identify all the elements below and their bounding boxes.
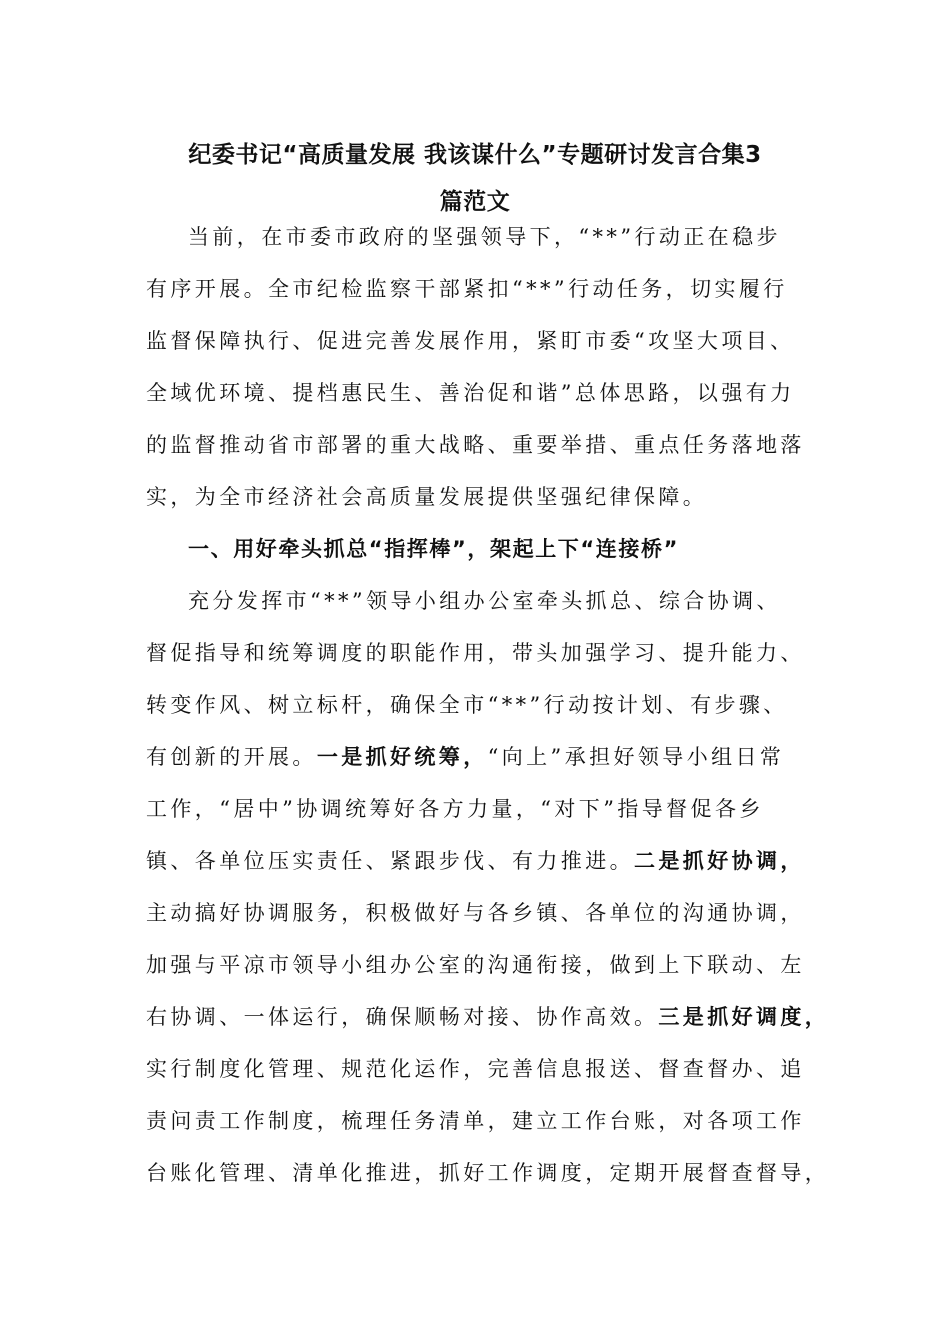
body-line: 督促指导和统筹调度的职能作用，带头加强学习、提升能力、: [146, 641, 805, 665]
body-line: 实行制度化管理、规范化运作，完善信息报送、督查督办、追: [146, 1057, 805, 1081]
body-line: [146, 742, 806, 772]
body-line: [146, 1002, 830, 1032]
body-line: 台账化管理、清单化推进，抓好工作调度，定期开展督查督导，: [146, 1161, 830, 1185]
bold-point-2: 二是抓好协调，: [634, 849, 805, 873]
intro-line: 当前，在市委市政府的坚强领导下，“**”行动正在稳步: [188, 225, 781, 249]
bold-point-3: 三是抓好调度，: [658, 1005, 830, 1029]
body-text: “向上”承担好领导小组日常: [487, 745, 785, 769]
body-text: 镇、各单位压实责任、紧跟步伐、有力推进。: [146, 849, 634, 873]
body-text: 右协调、一体运行，确保顺畅对接、协作高效。: [146, 1005, 659, 1029]
body-line: 转变作风、树立标杆，确保全市“**”行动按计划、有步骤、: [146, 693, 788, 717]
section-heading: 一、用好牵头抓总“指挥棒”，架起上下“连接桥”: [188, 537, 680, 561]
body-line: [146, 846, 806, 876]
intro-line: 实，为全市经济社会高质量发展提供坚强纪律保障。: [146, 485, 708, 509]
intro-line: 全域优环境、提档惠民生、善治促和谐”总体思路，以强有力: [146, 381, 795, 405]
document-title-line-1: 纪委书记“高质量发展 我该谋什么”专题研讨发言合集3: [188, 142, 762, 168]
body-line: 加强与平凉市领导小组办公室的沟通衔接，做到上下联动、左: [146, 953, 805, 977]
intro-line: 监督保障执行、促进完善发展作用，紧盯市委“攻坚大项目、: [146, 329, 795, 353]
intro-line: 的监督推动省市部署的重大战略、重要举措、重点任务落地落: [146, 433, 805, 457]
document-title-line-2: 篇范文: [439, 189, 511, 215]
bold-point-1: 一是抓好统筹，: [316, 745, 488, 769]
body-line: 责问责工作制度，梳理任务清单，建立工作台账，对各项工作: [146, 1109, 805, 1133]
body-line: 充分发挥市“**”领导小组办公室牵头抓总、综合协调、: [188, 589, 781, 613]
body-text: 有创新的开展。: [146, 745, 317, 769]
intro-line: 有序开展。全市纪检监察干部紧扣“**”行动任务，切实履行: [146, 277, 788, 301]
body-line: 主动搞好协调服务，积极做好与各乡镇、各单位的沟通协调，: [146, 901, 805, 925]
body-line: 工作，“居中”协调统筹好各方力量，“对下”指导督促各乡: [146, 797, 764, 821]
